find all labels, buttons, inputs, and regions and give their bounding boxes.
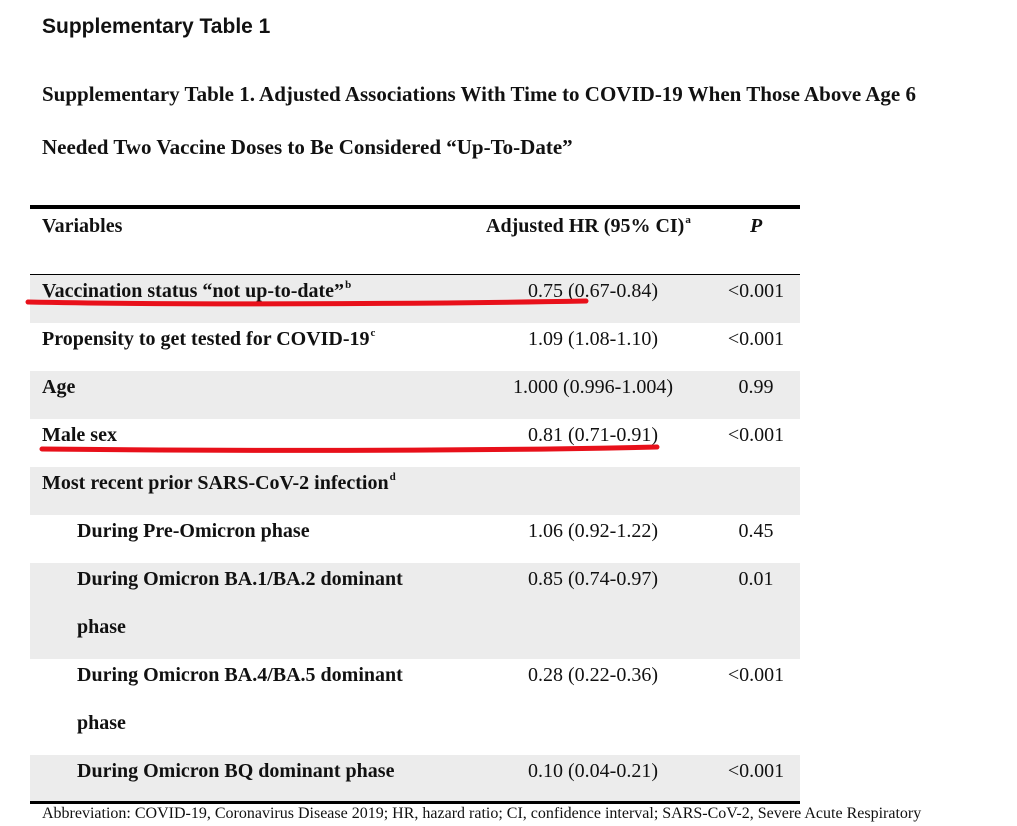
red-underline-male-sex (42, 447, 657, 450)
header-hr: Adjusted HR (95% CI)$^a$ (486, 214, 691, 237)
table-row-male-sex: Male sex 0.81 (0.71-0.91) <0.001 (42, 424, 785, 446)
table-row-bq: During Omicron BQ dominant phase 0.10 (0.04-0.21) <0.001 (30, 755, 800, 801)
page-heading: Supplementary Table 1 (42, 15, 271, 38)
table-row-ba4-ba5: During Omicron BA.4/BA.5 dominant phase 0.28 (0.22-0.36) <0.001 (77, 664, 785, 734)
table-row-vaccination-status: Vaccination status “not up-to-date”$^b$ 0.75 (0.67-0.84) <0.001 (30, 275, 800, 323)
header-variables: Variables (42, 215, 123, 237)
table-row-prior-infection: Most recent prior SARS-CoV-2 infection$^d$ (30, 467, 800, 515)
header-p: P (750, 215, 763, 237)
table-footnote: Abbreviation: COVID-19, Coronavirus Disease 2019; HR, hazard ratio; CI, confidence interval; SARS-CoV-2, Severe Acute Respiratory (42, 805, 922, 822)
table-row-ba1-ba2: During Omicron BA.1/BA.2 dominant phase 0.85 (0.74-0.97) 0.01 (30, 563, 800, 659)
table-row-pre-omicron: During Pre-Omicron phase 1.06 (0.92-1.22) 0.45 (77, 520, 774, 542)
red-underline-vaccination (28, 301, 586, 304)
table-caption-line2: Needed Two Vaccine Doses to Be Considered “Up-To-Date” (42, 135, 573, 159)
table-caption-line1: Supplementary Table 1. Adjusted Associations With Time to COVID-19 When Those Above Age 6 (42, 82, 916, 106)
table-row-age: Age 1.000 (0.996-1.004) 0.99 (30, 371, 800, 419)
table-row-propensity: Propensity to get tested for COVID-19$^c$ 1.09 (1.08-1.10) <0.001 (42, 327, 785, 350)
